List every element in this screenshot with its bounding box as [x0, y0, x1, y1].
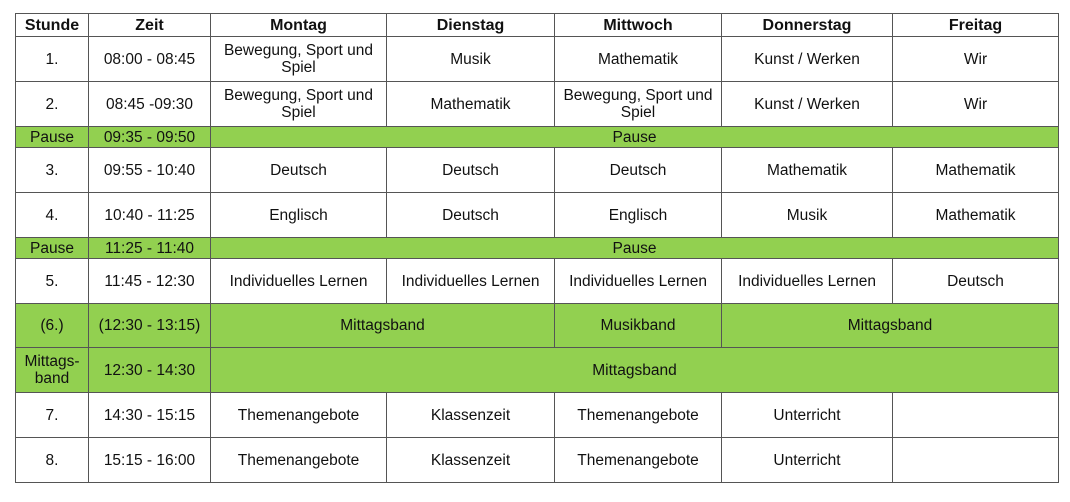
- table-row: [16, 193, 1059, 238]
- cell-zeit: 11:25 - 11:40: [89, 238, 211, 259]
- header-mittwoch: Mittwoch: [555, 14, 722, 37]
- cell-zeit: 08:00 - 08:45: [89, 37, 211, 82]
- cell-zeit: 09:35 - 09:50: [89, 127, 211, 148]
- cell-mittwoch: Englisch: [555, 193, 722, 238]
- cell-mittwoch: Musikband: [555, 304, 722, 348]
- pause-row: [16, 238, 1059, 259]
- cell-freitag: [893, 438, 1059, 483]
- cell-donnerstag: Individuelles Lernen: [722, 259, 893, 304]
- cell-freitag: Wir: [893, 37, 1059, 82]
- cell-stunde: 5.: [16, 259, 89, 304]
- cell-stunde: (6.): [16, 304, 89, 348]
- header-freitag: Freitag: [893, 14, 1059, 37]
- header-montag: Montag: [211, 14, 387, 37]
- cell-freitag: Mathematik: [893, 193, 1059, 238]
- header-zeit: Zeit: [89, 14, 211, 37]
- cell-montag: Englisch: [211, 193, 387, 238]
- cell-stunde: 4.: [16, 193, 89, 238]
- cell-mittwoch: Themenangebote: [555, 393, 722, 438]
- cell-dienstag: Mathematik: [387, 82, 555, 127]
- cell-stunde: 2.: [16, 82, 89, 127]
- cell-donnerstag: Unterricht: [722, 393, 893, 438]
- table-row: [16, 259, 1059, 304]
- cell-montag: Themenangebote: [211, 393, 387, 438]
- cell-montag: Themenangebote: [211, 438, 387, 483]
- cell-stunde: 7.: [16, 393, 89, 438]
- cell-donnerstag: Kunst / Werken: [722, 82, 893, 127]
- cell-stunde: 8.: [16, 438, 89, 483]
- cell-freitag: Wir: [893, 82, 1059, 127]
- cell-zeit: 08:45 -09:30: [89, 82, 211, 127]
- cell-freitag: Mathematik: [893, 148, 1059, 193]
- cell-donnerstag-freitag: Mittagsband: [722, 304, 1059, 348]
- cell-mittwoch: Mathematik: [555, 37, 722, 82]
- cell-stunde: Pause: [16, 238, 89, 259]
- pause-row: [16, 127, 1059, 148]
- cell-montag: Bewegung, Sport und Spiel: [211, 37, 387, 82]
- table-row: [16, 37, 1059, 82]
- header-row: [16, 14, 1059, 37]
- table-row: [16, 82, 1059, 127]
- cell-freitag: [893, 393, 1059, 438]
- cell-stunde: 1.: [16, 37, 89, 82]
- header-dienstag: Dienstag: [387, 14, 555, 37]
- cell-dienstag: Individuelles Lernen: [387, 259, 555, 304]
- cell-zeit: 11:45 - 12:30: [89, 259, 211, 304]
- cell-donnerstag: Unterricht: [722, 438, 893, 483]
- cell-zeit: 09:55 - 10:40: [89, 148, 211, 193]
- cell-stunde: Pause: [16, 127, 89, 148]
- cell-dienstag: Deutsch: [387, 193, 555, 238]
- cell-dienstag: Musik: [387, 37, 555, 82]
- header-donnerstag: Donnerstag: [722, 14, 893, 37]
- cell-stunde: Mittags-band: [16, 348, 89, 393]
- pause-label: Pause: [211, 127, 1059, 148]
- cell-mittwoch: Individuelles Lernen: [555, 259, 722, 304]
- cell-zeit: 12:30 - 14:30: [89, 348, 211, 393]
- cell-donnerstag: Musik: [722, 193, 893, 238]
- cell-mittwoch: Bewegung, Sport und Spiel: [555, 82, 722, 127]
- cell-dienstag: Deutsch: [387, 148, 555, 193]
- cell-mittwoch: Themenangebote: [555, 438, 722, 483]
- cell-stunde: 3.: [16, 148, 89, 193]
- cell-zeit: 10:40 - 11:25: [89, 193, 211, 238]
- timetable: [15, 13, 1059, 483]
- pause-label: Pause: [211, 238, 1059, 259]
- table-row: [16, 393, 1059, 438]
- cell-montag: Individuelles Lernen: [211, 259, 387, 304]
- table-row: [16, 438, 1059, 483]
- cell-freitag: Deutsch: [893, 259, 1059, 304]
- table-row: [16, 148, 1059, 193]
- cell-donnerstag: Mathematik: [722, 148, 893, 193]
- cell-montag: Deutsch: [211, 148, 387, 193]
- cell-donnerstag: Kunst / Werken: [722, 37, 893, 82]
- cell-montag: Bewegung, Sport und Spiel: [211, 82, 387, 127]
- cell-zeit: (12:30 - 13:15): [89, 304, 211, 348]
- cell-montag-dienstag: Mittagsband: [211, 304, 555, 348]
- cell-dienstag: Klassenzeit: [387, 393, 555, 438]
- band-row: [16, 304, 1059, 348]
- mittagsband-label: Mittagsband: [211, 348, 1059, 393]
- band-row: [16, 348, 1059, 393]
- cell-zeit: 14:30 - 15:15: [89, 393, 211, 438]
- cell-mittwoch: Deutsch: [555, 148, 722, 193]
- cell-dienstag: Klassenzeit: [387, 438, 555, 483]
- cell-zeit: 15:15 - 16:00: [89, 438, 211, 483]
- header-stunde: Stunde: [16, 14, 89, 37]
